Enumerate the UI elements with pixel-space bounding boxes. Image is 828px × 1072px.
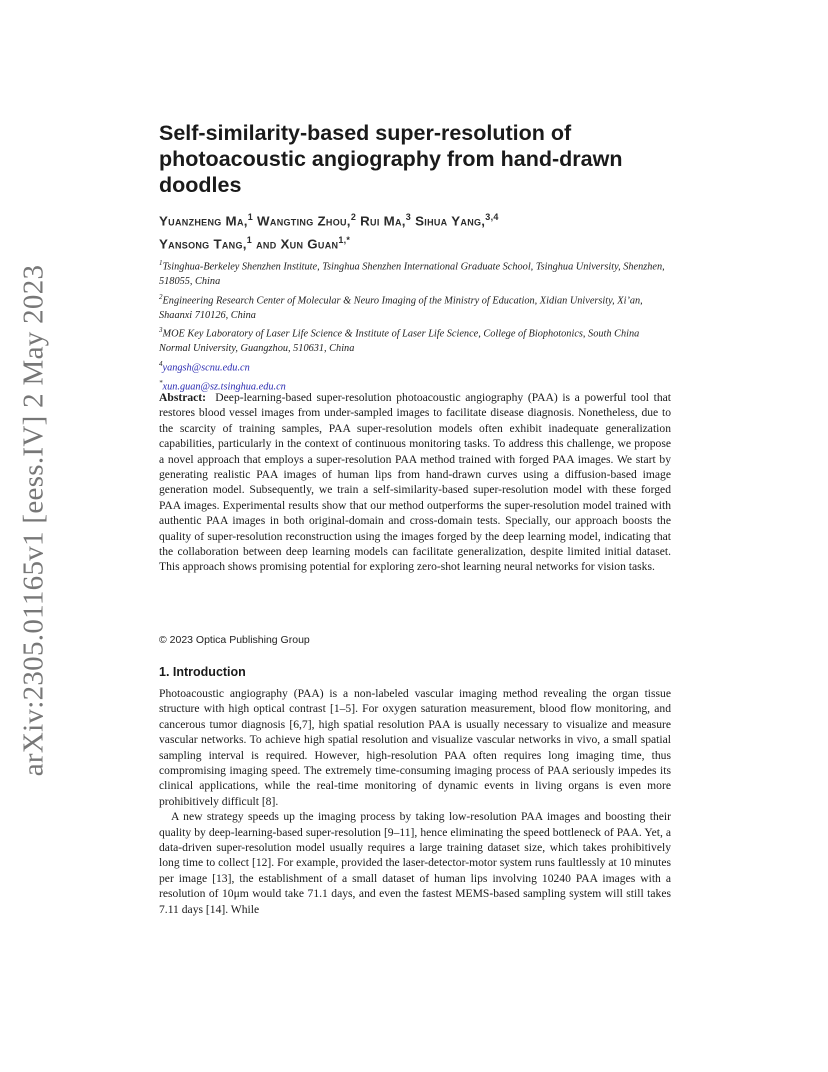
- arxiv-id-label: arXiv:2305.01165v1 [eess.IV] 2 May 2023: [17, 264, 50, 776]
- email-sup: 4: [159, 359, 163, 368]
- author: Yansong Tang,: [159, 236, 247, 252]
- affiliation-sup: 3: [159, 326, 163, 335]
- abstract-label: Abstract:: [159, 391, 207, 404]
- author-affil-sup: 3: [405, 212, 412, 222]
- author: Yuanzheng Ma,: [159, 213, 248, 229]
- affiliation-text: MOE Key Laboratory of Laser Life Science & Institute of Laser Life Science, College of Biophotonics, South China Normal University, Guangzhou, 510631, China: [159, 328, 640, 355]
- author: Sihua Yang,: [415, 213, 486, 229]
- author: Rui Ma,: [360, 213, 406, 229]
- section-heading: 1. Introduction: [159, 665, 246, 679]
- paragraph: A new strategy speeds up the imaging process by taking low-resolution PAA images and boosting their quality by deep-learning-based super-resolution [9–11], hence eliminating the speed bottleneck of PAA. Yet, a data-driven super-resolution model usually requires a large training dataset size, which takes prohibitively long time to collect [12]. For example, provided the laser-detector-motor system runs faultlessly at 10 minutes per image [13], the establishment of a small dataset of human lips involving 10240 PAA images with a resolution of 10μm would take 71.1 days, and even the fastest MEMS-based sampling system will still takes 7.11 days [14]. While: [159, 810, 671, 916]
- copyright-line: © 2023 Optica Publishing Group: [159, 634, 310, 646]
- author-affil-sup: 1: [246, 234, 253, 245]
- affiliation-text: Tsinghua-Berkeley Shenzhen Institute, Tsinghua Shenzhen International Graduate School, Tsinghua University, Shenzhen, 518055, China: [159, 261, 665, 288]
- email-sup: *: [159, 378, 163, 387]
- paragraph: Photoacoustic angiography (PAA) is a non-labeled vascular imaging method revealing the organ tissue structure with high optical contrast [1–5]. For oxygen saturation measurement, blood flow monitoring, and cancerous tumor diagnosis [6,7], high spatial resolution PAA is usually necessary to visualize and measure vascular networks. To achieve high spatial resolution and visualize vascular networks in vivo, a small spatial sampling interval is required. However, high-resolution PAA often requires long imaging time, thus compromising imaging speed. The extremely time-consuming imaging process of PAA seriously impedes its clinical applications, while the real-time monitoring of dynamic events in living organs is even more prohibitively difficult [8].: [159, 687, 671, 808]
- affiliation: [159, 290, 671, 324]
- affiliation-sup: 2: [159, 292, 163, 301]
- author-affil-sup: 2: [350, 212, 357, 222]
- email: [159, 357, 671, 376]
- affiliation: [159, 323, 671, 357]
- affiliation-list: [159, 256, 671, 395]
- author-affil-sup: 3,4: [485, 212, 499, 222]
- affiliation-sup: 1: [159, 259, 163, 267]
- abstract-text: Deep-learning-based super-resolution photoacoustic angiography (PAA) is a powerful tool that restores blood vessel images from under-sampled images to facilitate disease diagnosis. Nonetheless, due to the scarcity of training samples, PAA super-resolution models often exhibit inadequate generalization capabilities, particularly in the context of continuous monitoring tasks. To address this challenge, we propose a novel approach that employs a super-resolution PAA method trained with forged PAA images. We start by generating realistic PAA images of human lips from hand-drawn curves using a diffusion-based image generation model. Subsequently, we train a self-similarity-based super-resolution model with these forged PAA images. Experimental results show that our method outperforms the super-resolution model trained with authentic PAA images in both original-domain and cross-domain tests. Specially, our approach boosts the quality of super-resolution reconstruction using the images forged by the deep learning model, indicating that the collaboration between deep learning models can facilitate generalization, despite limited initial dataset. This approach shows promising potential for exploring zero-shot learning neural networks for vision tasks.: [159, 391, 671, 574]
- affiliation: [159, 256, 671, 290]
- author-affil-sup: 1,*: [338, 234, 351, 245]
- paper-title: Self-similarity-based super-resolution of photoacoustic angiography from hand-drawn doodles: [159, 121, 623, 197]
- arxiv-sidebar-stamp: [10, 250, 58, 790]
- author: Wangting Zhou,: [257, 213, 351, 229]
- body-text: [159, 686, 671, 917]
- affiliation-text: Engineering Research Center of Molecular & Neuro Imaging of the Ministry of Education, Xidian University, Xi’an, Shaanxi 710126, China: [159, 295, 643, 321]
- abstract: [159, 390, 671, 575]
- email-link[interactable]: yangsh@scnu.edu.cn: [162, 362, 250, 374]
- email-link[interactable]: xun.guan@sz.tsinghua.edu.cn: [162, 381, 286, 393]
- author-affil-sup: 1: [247, 212, 254, 222]
- author: and Xun Guan: [256, 236, 339, 252]
- author-list: [159, 208, 679, 254]
